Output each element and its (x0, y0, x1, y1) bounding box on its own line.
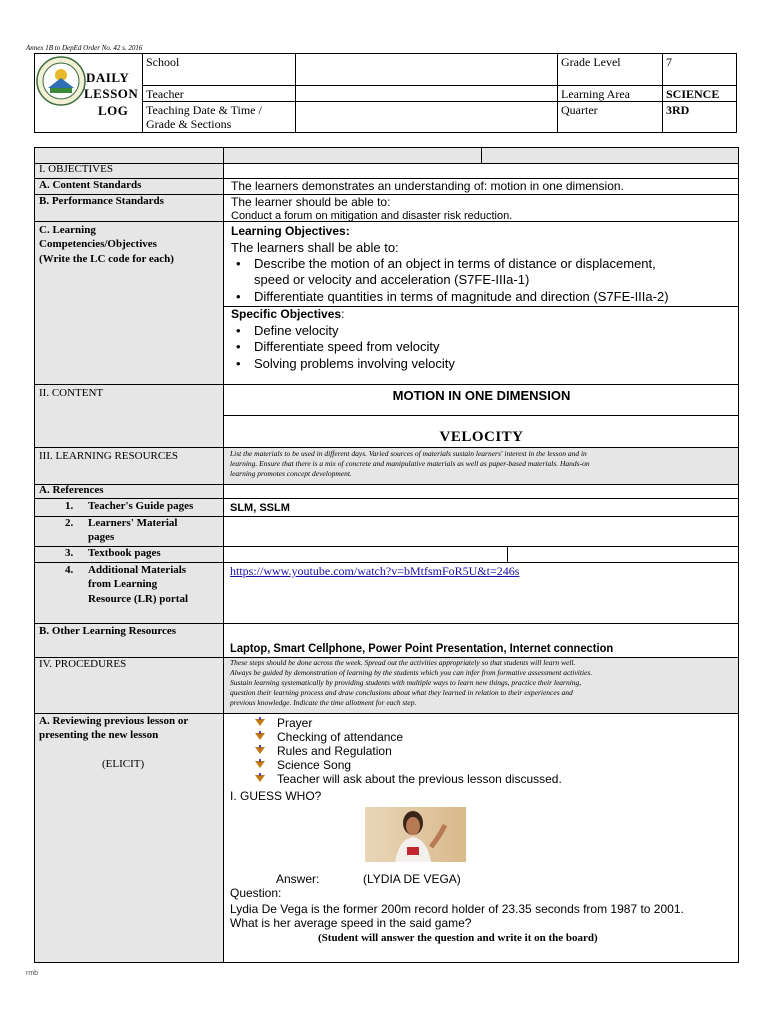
performance-text-1: The learner should be able to: (231, 195, 391, 209)
learners-material-label-2: pages (88, 531, 115, 543)
school-label: School (146, 55, 180, 69)
activity-rules: Rules and Regulation (277, 744, 392, 758)
teachers-guide-label: Teacher's Guide pages (88, 500, 194, 512)
tb-number: 3. (65, 547, 74, 559)
question-line-1: Lydia De Vega is the former 200m record holder of 23.35 seconds from 1987 to 2001. (230, 902, 684, 916)
board-instruction: (Student will answer the question and write it on the board) (318, 932, 598, 944)
arrow-bullet-icon (255, 775, 265, 782)
question-label: Question: (230, 886, 282, 900)
quarter-value: 3RD (666, 103, 690, 117)
activity-previous-lesson: Teacher will ask about the previous lesson discussed. (277, 772, 562, 786)
content-standards-label: A. Content Standards (39, 179, 142, 191)
resources-heading: III. LEARNING RESOURCES (39, 450, 179, 462)
review-label-1: A. Reviewing previous lesson or (39, 715, 189, 727)
tg-number: 1. (65, 500, 74, 512)
performance-standards-label: B. Performance Standards (39, 195, 164, 207)
specific-objective-2: • Differentiate speed from velocity (254, 339, 439, 354)
annex-note: Annex 1B to DepEd Order No. 42 s. 2016 (26, 44, 143, 52)
review-label-2: presenting the new lesson (39, 729, 159, 741)
arrow-bullet-icon (255, 719, 265, 726)
additional-materials-label-2: from Learning (88, 578, 158, 590)
arrow-bullet-icon (255, 733, 265, 740)
header-table (34, 53, 737, 133)
learning-area-value: SCIENCE (666, 87, 720, 101)
activity-attendance: Checking of attendance (277, 730, 403, 744)
quarter-label: Quarter (561, 103, 598, 117)
specific-objectives-title: Specific Objectives: (231, 307, 345, 321)
procedures-heading: IV. PROCEDURES (39, 658, 127, 670)
date-label-2: Grade & Sections (146, 117, 232, 131)
teacher-label: Teacher (146, 87, 184, 101)
arrow-bullet-icon (255, 747, 265, 754)
date-label-1: Teaching Date & Time / (146, 103, 262, 117)
learning-objective-1: • Describe the motion of an object in terms of distance or displacement, (254, 256, 656, 271)
competencies-label-3: (Write the LC code for each) (39, 253, 174, 265)
title-daily: DAILY (86, 70, 130, 85)
textbook-pages-label: Textbook pages (88, 547, 161, 559)
content-heading: II. CONTENT (39, 387, 104, 399)
activity-science-song: Science Song (277, 758, 351, 772)
learners-material-label-1: Learners' Material (88, 517, 178, 529)
deped-seal-logo (36, 56, 86, 106)
other-resources-label: B. Other Learning Resources (39, 625, 177, 637)
teachers-guide-value: SLM, SSLM (230, 502, 290, 514)
question-line-2: What is her average speed in the said game? (230, 916, 472, 930)
title-log: LOG (98, 103, 129, 118)
guess-who-heading: I. GUESS WHO? (230, 789, 322, 803)
lydia-de-vega-photo (365, 807, 466, 862)
grade-level-value: 7 (666, 55, 672, 69)
content-standards-text: The learners demonstrates an understanding of: motion in one dimension. (231, 179, 624, 193)
arrow-bullet-icon (255, 761, 265, 768)
additional-materials-label-3: Resource (LR) portal (88, 593, 188, 605)
learning-objectives-intro: The learners shall be able to: (231, 240, 399, 255)
lm-number: 2. (65, 517, 74, 529)
performance-text-2: Conduct a forum on mitigation and disaster risk reduction. (231, 210, 513, 222)
other-resources-value: Laptop, Smart Cellphone, Power Point Presentation, Internet connection (230, 641, 614, 655)
learning-objective-1-cont: speed or velocity and acceleration (S7FE-IIIa-1) (254, 272, 530, 287)
elicit-label: (ELICIT) (102, 758, 145, 770)
procedures-note: These steps should be done across the week. Spread out the activities appropriately so that students will learn well. Always be guided by demonstration of learning by the students which you can infer from formative assessment activities. Sustain learning systematically by providing students with multiple ways to learn new things, practice their learning, question their learning process and draw conclusions about what they learned in relation to their experiences and previous knowledge. Indicate the time allotment for each step. (230, 658, 593, 707)
references-label: A. References (39, 484, 104, 496)
learning-area-label: Learning Area (561, 87, 630, 101)
content-topic: MOTION IN ONE DIMENSION (392, 388, 571, 403)
answer-label: Answer: (276, 872, 320, 886)
resources-note: List the materials to be used in different days. Varied sources of materials sustain learners' interest in the lesson and in learning. Ensure that there is a mix of concrete and manipulative materials as well as paper-based materials. Hands-on learning promotes concept development. (230, 449, 590, 478)
title-lesson: LESSON (84, 86, 139, 101)
specific-objective-1: • Define velocity (254, 323, 339, 338)
answer-value: (LYDIA DE VEGA) (363, 872, 461, 886)
objectives-heading: I. OBJECTIVES (39, 163, 113, 175)
footer-initials: rmb (26, 970, 39, 977)
youtube-link[interactable]: https://www.youtube.com/watch?v=bMtfsmFoR5U&t=246s (230, 564, 520, 578)
am-number: 4. (65, 564, 74, 576)
learning-objectives-title: Learning Objectives: (231, 224, 350, 238)
competencies-label-2: Competencies/Objectives (39, 238, 157, 250)
additional-materials-label-1: Additional Materials (88, 564, 187, 576)
content-subtopic: VELOCITY (439, 429, 524, 445)
activity-prayer: Prayer (277, 716, 312, 730)
grade-level-label: Grade Level (561, 55, 621, 69)
specific-objective-3: • Solving problems involving velocity (254, 356, 455, 371)
learning-objective-2: • Differentiate quantities in terms of magnitude and direction (S7FE-IIIa-2) (254, 289, 669, 304)
competencies-label-1: C. Learning (39, 224, 96, 236)
